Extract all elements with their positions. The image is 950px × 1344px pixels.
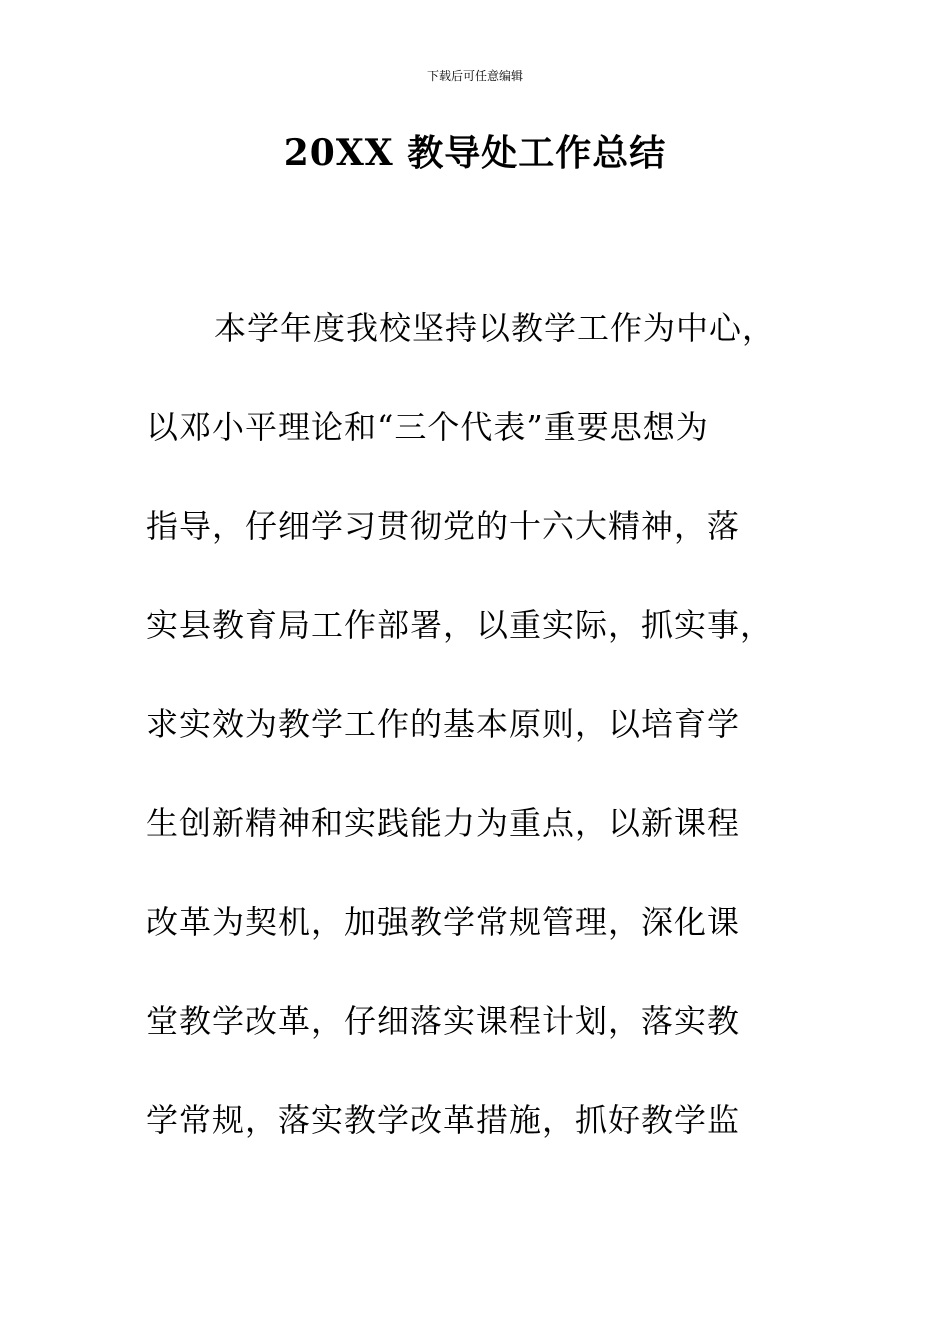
document-title: 20XX 教导处工作总结 — [283, 132, 667, 174]
body-line: 堂教学改革，仔细落实课程计划，落实教 — [146, 1002, 741, 1040]
body-line: 求实效为教学工作的基本原则，以培育学 — [146, 705, 741, 743]
body-line: 学常规，落实教学改革措施，抓好教学监 — [146, 1101, 741, 1139]
body-line: 实县教育局工作部署，以重实际，抓实事， — [146, 606, 774, 644]
body-line: 本学年度我校坚持以教学工作为中心， — [214, 309, 776, 347]
body-line: 改革为契机，加强教学常规管理，深化课 — [146, 903, 741, 941]
body-line: 以邓小平理论和“三个代表”重要思想为 — [146, 408, 709, 446]
body-line: 生创新精神和实践能力为重点，以新课程 — [146, 804, 741, 842]
download-editable-note: 下载后可任意编辑 — [426, 69, 523, 83]
body-line: 指导，仔细学习贯彻党的十六大精神，落 — [146, 507, 741, 545]
